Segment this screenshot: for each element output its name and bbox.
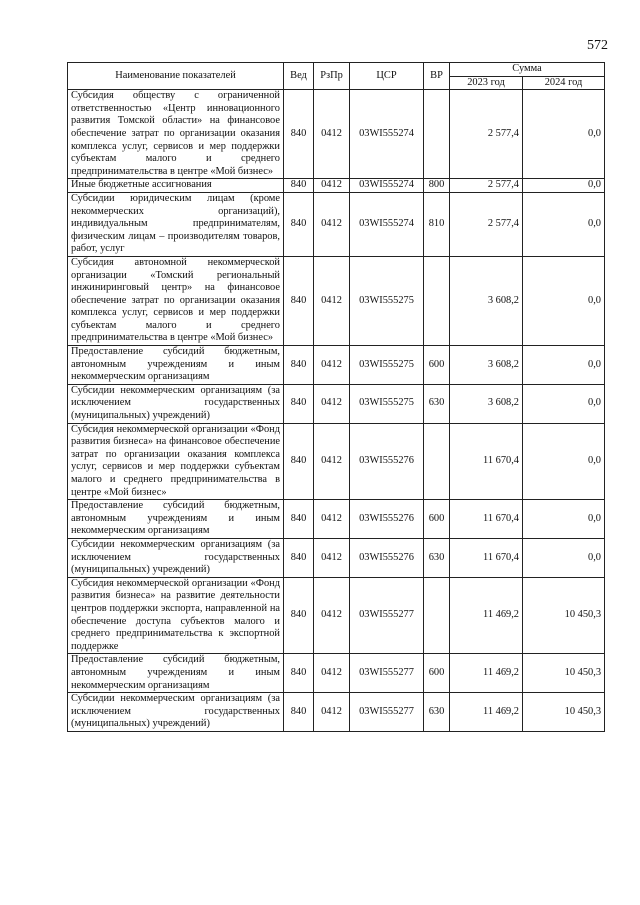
cell-2024: 0,0 (523, 346, 605, 385)
cell-name: Иные бюджетные ассигнования (68, 179, 284, 193)
cell-vr (424, 577, 450, 654)
table-row (68, 90, 605, 179)
cell-ved: 840 (284, 384, 314, 423)
cell-ved: 840 (284, 423, 314, 500)
cell-csr: 03WI555277 (350, 577, 424, 654)
cell-vr: 630 (424, 693, 450, 732)
cell-2024: 10 450,3 (523, 654, 605, 693)
cell-2023: 11 670,4 (450, 423, 523, 500)
cell-vr: 600 (424, 500, 450, 539)
cell-ved: 840 (284, 577, 314, 654)
header-vr: ВР (424, 63, 450, 90)
header-sum: Сумма (450, 63, 605, 77)
cell-2023: 2 577,4 (450, 179, 523, 193)
cell-vr: 600 (424, 654, 450, 693)
table-row (68, 538, 605, 577)
cell-vr: 630 (424, 538, 450, 577)
table-row (68, 654, 605, 693)
cell-name: Субсидия некоммерческой организации «Фонд развития бизнеса» на финансовое обеспечение затрат по организации оказания комплекса услуг, сервисов и мер поддержки субъектам малого и среднего предпринимательства в центре «Мой бизнес» (68, 423, 284, 500)
cell-rzpr: 0412 (314, 654, 350, 693)
table-row (68, 346, 605, 385)
header-rzpr: РзПр (314, 63, 350, 90)
cell-ved: 840 (284, 179, 314, 193)
cell-2023: 11 670,4 (450, 538, 523, 577)
header-name: Наименование показателей (68, 63, 284, 90)
cell-ved: 840 (284, 654, 314, 693)
cell-name: Субсидии некоммерческим организациям (за исключением государственных (муниципальных) учреждений) (68, 693, 284, 732)
header-year-2023: 2023 год (450, 76, 523, 90)
cell-name: Предоставление субсидий бюджетным, автономным учреждениям и иным некоммерческим организациям (68, 654, 284, 693)
cell-name: Субсидия обществу с ограниченной ответственностью «Центр инновационного развития Томской области» на финансовое обеспечение затрат по организации оказания комплекса услуг, сервисов и мер поддержки субъектам малого и среднего предпринимательства в центре «Мой бизнес» (68, 90, 284, 179)
cell-name: Субсидии некоммерческим организациям (за исключением государственных (муниципальных) учреждений) (68, 538, 284, 577)
cell-vr (424, 423, 450, 500)
cell-ved: 840 (284, 346, 314, 385)
cell-name: Предоставление субсидий бюджетным, автономным учреждениям и иным некоммерческим организациям (68, 346, 284, 385)
cell-2023: 11 469,2 (450, 654, 523, 693)
cell-rzpr: 0412 (314, 423, 350, 500)
table-row (68, 500, 605, 539)
cell-rzpr: 0412 (314, 346, 350, 385)
cell-ved: 840 (284, 90, 314, 179)
table-body (68, 90, 605, 732)
cell-name: Субсидия автономной некоммерческой организации «Томский региональный инжиниринговый центр» на финансовое обеспечение затрат по организации оказания комплекса услуг, сервисов и мер поддержки субъектам малого и среднего предпринимательства в центре «Мой бизнес» (68, 256, 284, 345)
cell-rzpr: 0412 (314, 384, 350, 423)
cell-2024: 0,0 (523, 538, 605, 577)
cell-csr: 03WI555277 (350, 654, 424, 693)
budget-table (67, 62, 605, 732)
cell-2023: 3 608,2 (450, 384, 523, 423)
cell-vr: 600 (424, 346, 450, 385)
cell-rzpr: 0412 (314, 179, 350, 193)
cell-2024: 10 450,3 (523, 577, 605, 654)
cell-2023: 3 608,2 (450, 256, 523, 345)
cell-rzpr: 0412 (314, 538, 350, 577)
cell-vr (424, 256, 450, 345)
cell-csr: 03WI555274 (350, 179, 424, 193)
page-number: 572 (587, 38, 608, 53)
cell-csr: 03WI555277 (350, 693, 424, 732)
table-row (68, 577, 605, 654)
cell-2024: 0,0 (523, 384, 605, 423)
cell-2024: 0,0 (523, 179, 605, 193)
header-csr: ЦСР (350, 63, 424, 90)
cell-csr: 03WI555274 (350, 192, 424, 256)
cell-2023: 2 577,4 (450, 192, 523, 256)
table-row (68, 192, 605, 256)
cell-ved: 840 (284, 256, 314, 345)
table-row (68, 179, 605, 193)
header-ved: Вед (284, 63, 314, 90)
cell-2024: 0,0 (523, 90, 605, 179)
cell-csr: 03WI555275 (350, 256, 424, 345)
cell-rzpr: 0412 (314, 693, 350, 732)
cell-name: Субсидии некоммерческим организациям (за исключением государственных (муниципальных) учреждений) (68, 384, 284, 423)
table-row (68, 423, 605, 500)
cell-csr: 03WI555276 (350, 500, 424, 539)
cell-rzpr: 0412 (314, 90, 350, 179)
table-row (68, 384, 605, 423)
cell-vr (424, 90, 450, 179)
cell-2023: 11 469,2 (450, 577, 523, 654)
cell-csr: 03WI555276 (350, 538, 424, 577)
header-year-2024: 2024 год (523, 76, 605, 90)
cell-2024: 0,0 (523, 192, 605, 256)
cell-ved: 840 (284, 192, 314, 256)
table-row (68, 256, 605, 345)
cell-name: Субсидии юридическим лицам (кроме некоммерческих организаций), индивидуальным предпринимателям, физическим лицам – производителям товаров, работ, услуг (68, 192, 284, 256)
cell-name: Предоставление субсидий бюджетным, автономным учреждениям и иным некоммерческим организациям (68, 500, 284, 539)
table-header (68, 63, 605, 90)
cell-name: Субсидия некоммерческой организации «Фонд развития бизнеса» на развитие деятельности центров поддержки экспорта, направленной на обеспечение доступа субъектов малого и среднего предпринимательства к экспортной поддержке (68, 577, 284, 654)
cell-2024: 10 450,3 (523, 693, 605, 732)
cell-2024: 0,0 (523, 500, 605, 539)
cell-csr: 03WI555276 (350, 423, 424, 500)
cell-rzpr: 0412 (314, 500, 350, 539)
cell-2023: 11 670,4 (450, 500, 523, 539)
cell-vr: 630 (424, 384, 450, 423)
cell-rzpr: 0412 (314, 577, 350, 654)
cell-rzpr: 0412 (314, 256, 350, 345)
cell-2024: 0,0 (523, 423, 605, 500)
cell-2023: 3 608,2 (450, 346, 523, 385)
cell-ved: 840 (284, 500, 314, 539)
cell-ved: 840 (284, 693, 314, 732)
cell-csr: 03WI555275 (350, 346, 424, 385)
cell-2023: 2 577,4 (450, 90, 523, 179)
cell-csr: 03WI555275 (350, 384, 424, 423)
cell-vr: 800 (424, 179, 450, 193)
cell-ved: 840 (284, 538, 314, 577)
cell-rzpr: 0412 (314, 192, 350, 256)
cell-2023: 11 469,2 (450, 693, 523, 732)
cell-csr: 03WI555274 (350, 90, 424, 179)
cell-vr: 810 (424, 192, 450, 256)
table-row (68, 693, 605, 732)
cell-2024: 0,0 (523, 256, 605, 345)
